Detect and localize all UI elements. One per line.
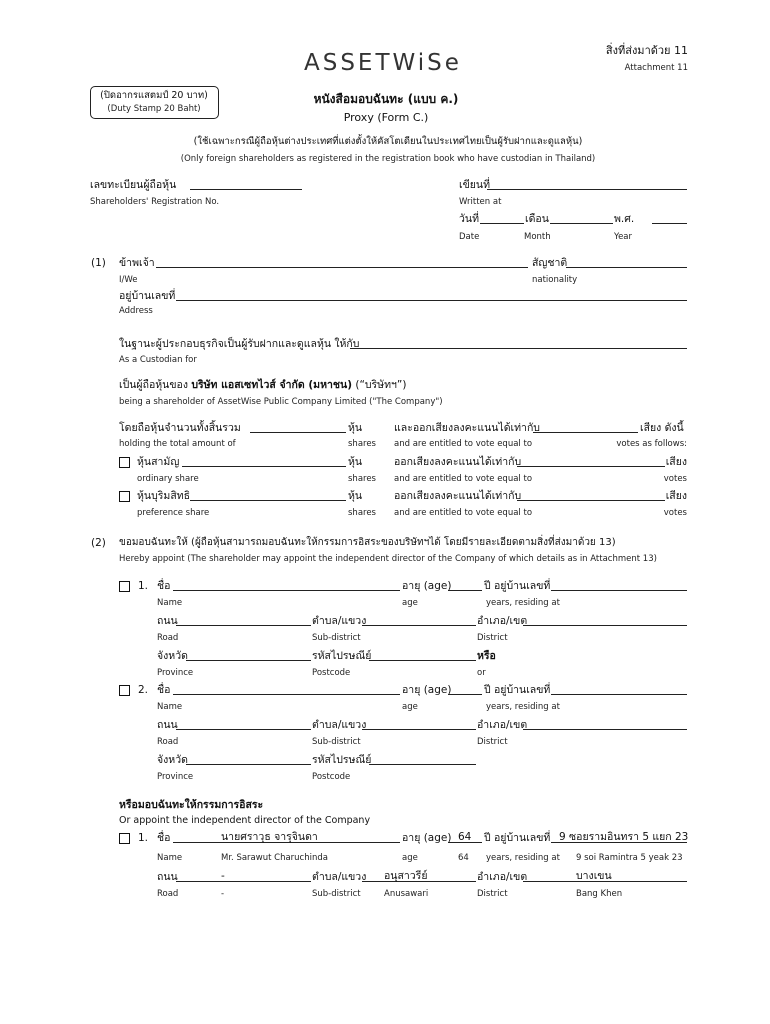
preference-vote-label-th: ออกเสียงลงคะแนนได้เท่ากับ: [394, 490, 522, 502]
form-subtitle-th: (ใช้เฉพาะกรณีผู้ถือหุ้นต่างประเทศที่แต่งตั้งให้คัสโตเดียนในประเทศไทยเป็นผู้รับฝากและดูแลหุ้น): [193, 136, 583, 147]
proxy-2-subdistrict-label-en: Sub-district: [312, 737, 361, 747]
director-subdistrict-en: Anusawari: [384, 889, 429, 899]
preference-vote-label-en: and are entitled to vote equal to: [394, 508, 533, 518]
month-label-en: Month: [524, 232, 551, 242]
director-residing-label-en: years, residing at: [486, 853, 560, 863]
registration-label-en: Shareholders' Registration No.: [90, 197, 220, 207]
written-at-label-th: เขียนที่: [459, 179, 491, 191]
or-label-th: หรือ: [477, 650, 496, 662]
registration-number-field[interactable]: [190, 189, 302, 190]
director-age-en: 64: [458, 853, 469, 863]
proxy-1-postcode-label-en: Postcode: [312, 668, 351, 678]
proxy-2-subdistrict-field[interactable]: [362, 729, 476, 730]
proxy-1-road-label-en: Road: [157, 633, 179, 643]
proxy-1-name-label-th: ชื่อ: [157, 580, 171, 592]
being-shareholder-en: being a shareholder of AssetWise Public Company Limited ("The Company"): [119, 397, 443, 407]
proxy-1-address-field[interactable]: [551, 590, 687, 591]
shareholder-name-field[interactable]: [156, 267, 528, 268]
attachment-label-th: สิ่งที่ส่งมาด้วย 11: [605, 44, 688, 57]
director-residing-label-th: ปี อยู่บ้านเลขที่: [484, 832, 551, 844]
proxy-1-name-field[interactable]: [173, 590, 400, 591]
proxy-2-age-label-th: อายุ (age): [402, 684, 452, 696]
ordinary-shares-unit-th: หุ้น: [348, 456, 363, 468]
independent-director-checkbox[interactable]: [119, 833, 130, 844]
ordinary-share-label-en: ordinary share: [137, 474, 199, 484]
proxy-1-name-label-en: Name: [157, 598, 183, 608]
attachment-label-en: Attachment 11: [624, 63, 688, 73]
proxy-1-age-field[interactable]: [448, 590, 482, 591]
stamp-label-th: (ปิดอากรแสตมป์ 20 บาท): [100, 90, 208, 101]
independent-director-heading-en: Or appoint the independent director of the Company: [119, 815, 371, 826]
custodian-for-field[interactable]: [350, 348, 687, 349]
proxy-2-subdistrict-label-th: ตำบล/แขวง: [312, 719, 367, 731]
iwe-label-th: ข้าพเจ้า: [119, 257, 155, 269]
proxy-1-district-field[interactable]: [523, 625, 687, 626]
ordinary-share-label-th: หุ้นสามัญ: [137, 456, 180, 468]
registration-label-th: เลขทะเบียนผู้ถือหุ้น: [90, 179, 177, 191]
proxy-1-province-label-en: Province: [157, 668, 194, 678]
proxy-2-road-field[interactable]: [176, 729, 311, 730]
ordinary-shares-field[interactable]: [182, 466, 346, 467]
proxy-2-address-field[interactable]: [551, 694, 687, 695]
custodian-label-en: As a Custodian for: [119, 355, 197, 365]
ordinary-vote-label-th: ออกเสียงลงคะแนนได้เท่ากับ: [394, 456, 522, 468]
date-year-field[interactable]: [652, 223, 687, 224]
director-age-label-th: อายุ (age): [402, 832, 452, 844]
director-district-th: บางเขน: [576, 870, 612, 882]
director-name-en: Mr. Sarawut Charuchinda: [221, 853, 328, 863]
appoint-label-en: Hereby appoint (The shareholder may appoint the independent director of the Company of which details as in Attachment 13): [119, 554, 657, 564]
ordinary-votes-unit-th: เสียง: [665, 456, 687, 468]
form-title-th: หนังสือมอบฉันทะ (แบบ ค.): [313, 92, 459, 106]
being-shareholder-post: (“บริษัทฯ”): [355, 379, 407, 391]
preference-votes-unit-en: votes: [663, 508, 687, 518]
total-shares-field[interactable]: [250, 432, 346, 433]
proxy-2-name-label-th: ชื่อ: [157, 684, 171, 696]
proxy-2-province-label-th: จังหวัด: [157, 754, 188, 766]
proxy-1-postcode-label-th: รหัสไปรษณีย์: [312, 650, 372, 662]
proxy-1-postcode-field[interactable]: [369, 660, 476, 661]
total-votes-field[interactable]: [533, 432, 638, 433]
total-votes-unit-en: votes as follows:: [616, 439, 687, 449]
proxy-1-province-label-th: จังหวัด: [157, 650, 188, 662]
proxy-1-subdistrict-label-en: Sub-district: [312, 633, 361, 643]
proxy-1-number: 1.: [138, 580, 149, 592]
proxy-2-postcode-label-th: รหัสไปรษณีย์: [312, 754, 372, 766]
proxy-1-district-label-th: อำเภอ/เขต: [477, 615, 528, 627]
proxy-2-number: 2.: [138, 684, 149, 696]
preference-share-label-en: preference share: [137, 508, 210, 518]
proxy-2-postcode-field[interactable]: [369, 764, 476, 765]
proxy-2-name-label-en: Name: [157, 702, 183, 712]
proxy-1-province-field[interactable]: [186, 660, 311, 661]
custodian-label-th: ในฐานะผู้ประกอบธุรกิจเป็นผู้รับฝากและดูแลหุ้น ให้กับ: [119, 338, 360, 350]
proxy-1-age-label-en: age: [402, 598, 418, 608]
nationality-label-en: nationality: [532, 275, 578, 285]
director-name-label-en: Name: [157, 853, 183, 863]
date-label-th: วันที่: [459, 213, 479, 225]
preference-share-label-th: หุ้นบุริมสิทธิ: [137, 490, 191, 502]
year-label-th: พ.ศ.: [614, 213, 635, 225]
total-shares-unit-th: หุ้น: [348, 422, 363, 434]
form-subtitle-en: (Only foreign shareholders as registered in the registration book who have custodian in Thailand): [180, 154, 596, 164]
director-subdistrict-label-th: ตำบล/แขวง: [312, 871, 367, 883]
independent-director-heading-th: หรือมอบฉันทะให้กรรมการอิสระ: [119, 799, 264, 811]
company-logo: ASSETWiSe: [304, 50, 462, 76]
address-label-en: Address: [119, 306, 153, 316]
section-1-number: (1): [91, 257, 106, 269]
proxy-2-district-label-th: อำเภอ/เขต: [477, 719, 528, 731]
address-label-th: อยู่บ้านเลขที่: [119, 290, 176, 302]
proxy-2-province-label-en: Province: [157, 772, 194, 782]
director-number: 1.: [138, 832, 149, 844]
proxy-1-age-label-th: อายุ (age): [402, 580, 452, 592]
director-road-line: [176, 881, 311, 882]
appoint-label-th: ขอมอบฉันทะให้ (ผู้ถือหุ้นสามารถมอบฉันทะให้กรรมการอิสระของบริษัทฯได้ โดยมีรายละเอียดตามสิ่งที่ส่งมาด้วย 13): [119, 537, 616, 548]
written-at-field[interactable]: [487, 189, 687, 190]
proxy-2-road-label-th: ถนน: [157, 719, 178, 731]
proxy-1-subdistrict-label-th: ตำบล/แขวง: [312, 615, 367, 627]
total-shares-unit-en: shares: [348, 439, 376, 449]
proxy-2-postcode-label-en: Postcode: [312, 772, 351, 782]
proxy-2-name-field[interactable]: [173, 694, 400, 695]
director-road-th: -: [221, 870, 225, 882]
director-district-en: Bang Khen: [576, 889, 623, 899]
proxy-1-district-label-en: District: [477, 633, 508, 643]
director-road-label-en: Road: [157, 889, 179, 899]
preference-shares-unit-en: shares: [348, 508, 376, 518]
nationality-label-th: สัญชาติ: [532, 257, 568, 269]
date-day-field[interactable]: [480, 223, 524, 224]
date-label-en: Date: [459, 232, 480, 242]
director-district-label-th: อำเภอ/เขต: [477, 871, 528, 883]
director-age-th: 64: [458, 831, 472, 843]
director-address-th: 9 ซอยรามอินทรา 5 แยก 23: [559, 831, 689, 843]
form-title-en: Proxy (Form C.): [343, 111, 429, 124]
director-district-label-en: District: [477, 889, 508, 899]
director-road-label-th: ถนน: [157, 871, 178, 883]
ordinary-share-checkbox[interactable]: [119, 457, 130, 468]
ordinary-vote-label-en: and are entitled to vote equal to: [394, 474, 533, 484]
ordinary-shares-unit-en: shares: [348, 474, 376, 484]
ordinary-votes-field[interactable]: [517, 466, 665, 467]
preference-shares-field[interactable]: [190, 500, 346, 501]
proxy-2-residing-label-en: years, residing at: [486, 702, 560, 712]
proxy-2-district-label-en: District: [477, 737, 508, 747]
proxy-1-road-field[interactable]: [176, 625, 311, 626]
company-name-th: บริษัท แอสเซทไวส์ จำกัด (มหาชน): [191, 379, 352, 391]
director-subdistrict-label-en: Sub-district: [312, 889, 361, 899]
preference-votes-unit-th: เสียง: [665, 490, 687, 502]
being-shareholder-pre: เป็นผู้ถือหุ้นของ: [119, 379, 188, 391]
address-field[interactable]: [176, 300, 687, 301]
date-month-field[interactable]: [550, 223, 613, 224]
proxy-2-age-label-en: age: [402, 702, 418, 712]
or-label-en: or: [477, 668, 486, 678]
preference-share-checkbox[interactable]: [119, 491, 130, 502]
director-name-label-th: ชื่อ: [157, 832, 171, 844]
preference-shares-unit-th: หุ้น: [348, 490, 363, 502]
director-name-th: นายศราวุธ จารุจินดา: [221, 831, 318, 843]
total-vote-label-th: และออกเสียงลงคะแนนได้เท่ากับ: [394, 422, 540, 434]
proxy-2-district-field[interactable]: [523, 729, 687, 730]
director-subdistrict-th: อนุสาวรีย์: [384, 870, 428, 882]
total-vote-label-en: and are entitled to vote equal to: [394, 439, 533, 449]
total-votes-unit-th: เสียง ดังนี้: [640, 422, 684, 434]
director-road-en: -: [221, 889, 225, 899]
ordinary-votes-unit-en: votes: [663, 474, 687, 484]
proxy-1-road-label-th: ถนน: [157, 615, 178, 627]
proxy-1-subdistrict-field[interactable]: [362, 625, 476, 626]
proxy-2-province-field[interactable]: [186, 764, 311, 765]
being-shareholder-th: [119, 380, 406, 391]
stamp-label-en: (Duty Stamp 20 Baht): [107, 104, 201, 114]
proxy-1-residing-label-en: years, residing at: [486, 598, 560, 608]
director-age-label-en: age: [402, 853, 418, 863]
proxy-2-residing-label-th: ปี อยู่บ้านเลขที่: [484, 684, 551, 696]
proxy-1-residing-label-th: ปี อยู่บ้านเลขที่: [484, 580, 551, 592]
proxy-2-checkbox[interactable]: [119, 685, 130, 696]
proxy-2-age-field[interactable]: [448, 694, 482, 695]
nationality-field[interactable]: [566, 267, 687, 268]
proxy-2-road-label-en: Road: [157, 737, 179, 747]
preference-votes-field[interactable]: [517, 500, 665, 501]
proxy-1-checkbox[interactable]: [119, 581, 130, 592]
iwe-label-en: I/We: [119, 275, 138, 285]
holding-total-label-en: holding the total amount of: [119, 439, 236, 449]
holding-total-label-th: โดยถือหุ้นจำนวนทั้งสิ้นรวม: [119, 422, 241, 434]
written-at-label-en: Written at: [459, 197, 502, 207]
year-label-en: Year: [614, 232, 632, 242]
month-label-th: เดือน: [525, 213, 549, 225]
director-address-en: 9 soi Ramintra 5 yeak 23: [576, 853, 683, 863]
section-2-number: (2): [91, 537, 106, 549]
